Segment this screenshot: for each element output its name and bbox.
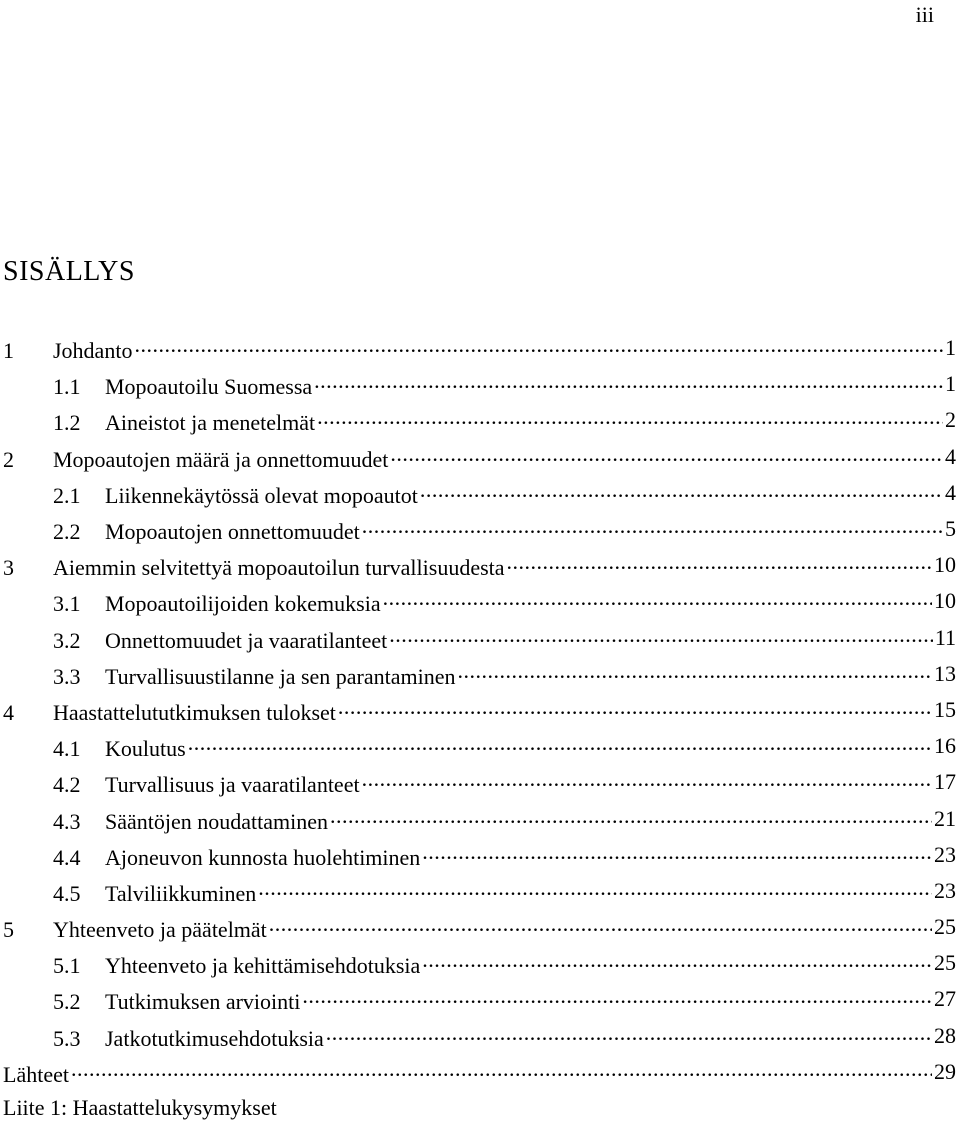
toc-entry-page: 5 xyxy=(945,516,956,542)
toc-entry-number: 2.1 xyxy=(53,482,81,508)
dot-leader xyxy=(420,477,943,503)
toc-entry-label xyxy=(3,332,945,364)
dot-leader xyxy=(362,766,932,792)
toc-entry-number: 3.3 xyxy=(53,663,81,689)
toc-entry-label xyxy=(3,875,934,907)
toc-entry-number: 4.4 xyxy=(53,844,81,870)
dot-leader xyxy=(458,658,932,684)
toc-entry-number: 4.3 xyxy=(53,808,81,834)
toc-entry-title: Aiemmin selvitettyä mopoautoilun turvallisuudesta xyxy=(53,555,505,581)
toc-entry-page: 16 xyxy=(934,733,956,759)
toc-entry-page: 25 xyxy=(934,950,956,976)
toc-entry-label xyxy=(3,947,934,979)
dot-leader xyxy=(314,368,943,394)
toc-entry[interactable] xyxy=(3,837,956,873)
toc-entry-number: 5 xyxy=(3,917,14,943)
toc-entry-label xyxy=(3,477,945,509)
toc-entry-title: Mopoautojen määrä ja onnettomuudet xyxy=(53,446,389,472)
dot-leader xyxy=(362,513,943,539)
toc-entry-number: 3.2 xyxy=(53,627,81,653)
toc-entry-label xyxy=(3,803,934,835)
toc-entry-number: 4.5 xyxy=(53,880,81,906)
dot-leader xyxy=(317,404,943,430)
toc-entry-page: 23 xyxy=(934,841,956,867)
dot-leader xyxy=(71,1056,932,1082)
toc-entry-number: 2.2 xyxy=(53,519,81,545)
toc-entry[interactable] xyxy=(3,945,956,981)
dot-leader xyxy=(258,875,932,901)
toc-entry[interactable] xyxy=(3,656,956,692)
toc-entry[interactable] xyxy=(3,1090,956,1126)
toc-entry-page: 1 xyxy=(945,371,956,397)
toc-entry[interactable] xyxy=(3,402,956,438)
dot-leader xyxy=(389,622,933,648)
toc-entry-title: Aineistot ja menetelmät xyxy=(105,410,316,436)
toc-entry[interactable] xyxy=(3,981,956,1017)
dot-leader xyxy=(338,694,932,720)
dot-leader xyxy=(330,803,932,829)
toc-entry-label xyxy=(3,585,934,617)
toc-entry-title: Mopoautoilijoiden kokemuksia xyxy=(105,591,381,617)
toc-entry-title: Mopoautoilu Suomessa xyxy=(105,374,313,400)
toc-entry[interactable] xyxy=(3,583,956,619)
toc-entry-page: 10 xyxy=(934,588,956,614)
dot-leader xyxy=(390,441,943,467)
toc-entry-label xyxy=(3,1095,956,1121)
dot-leader xyxy=(134,332,943,358)
toc-entry-number: 3 xyxy=(3,555,14,581)
dot-leader xyxy=(326,1020,932,1046)
toc-entry-title: Yhteenveto ja päätelmät xyxy=(53,917,267,943)
toc-entry-number: 5.2 xyxy=(53,989,81,1015)
toc-entry-title: Haastattelututkimuksen tulokset xyxy=(53,699,336,725)
toc-entry-label xyxy=(3,911,934,943)
toc-entry[interactable] xyxy=(3,366,956,402)
toc-entry-number: 4.1 xyxy=(53,736,81,762)
toc-entry-title: Liikennekäytössä olevat mopoautot xyxy=(105,482,418,508)
toc-entry-number: 1 xyxy=(3,338,14,364)
table-of-contents xyxy=(3,330,956,1126)
toc-entry[interactable] xyxy=(3,330,956,366)
toc-entry-title: Turvallisuus ja vaaratilanteet xyxy=(105,772,360,798)
toc-entry-title: Ajoneuvon kunnosta huolehtiminen xyxy=(105,844,421,870)
toc-entry-label xyxy=(3,658,934,690)
toc-entry[interactable] xyxy=(3,909,956,945)
toc-entry-page: 29 xyxy=(934,1058,956,1084)
toc-entry[interactable] xyxy=(3,873,956,909)
toc-entry-title: Talviliikkuminen xyxy=(105,880,257,906)
toc-entry-page: 27 xyxy=(934,986,956,1012)
toc-entry-number: 1.1 xyxy=(53,374,81,400)
toc-entry-title: Yhteenveto ja kehittämisehdotuksia xyxy=(105,953,421,979)
toc-entry[interactable] xyxy=(3,728,956,764)
toc-entry-page: 11 xyxy=(934,624,956,650)
toc-entry[interactable] xyxy=(3,800,956,836)
dot-leader xyxy=(188,730,932,756)
toc-entry-label xyxy=(3,513,945,545)
toc-entry-number: 3.1 xyxy=(53,591,81,617)
toc-entry-page: 2 xyxy=(945,407,956,433)
toc-entry-label xyxy=(3,1020,934,1052)
toc-entry-number: 2 xyxy=(3,446,14,472)
toc-entry-label xyxy=(3,404,945,436)
dot-leader xyxy=(507,549,932,575)
toc-entry-label xyxy=(3,694,934,726)
toc-entry[interactable] xyxy=(3,475,956,511)
toc-entry-title: Liite 1: Haastattelukysymykset xyxy=(3,1095,277,1121)
toc-entry-page: 17 xyxy=(934,769,956,795)
toc-entry-title: Turvallisuustilanne ja sen parantaminen xyxy=(105,663,456,689)
toc-entry-label xyxy=(3,368,945,400)
toc-entry-label xyxy=(3,730,934,762)
toc-entry[interactable] xyxy=(3,620,956,656)
dot-leader xyxy=(269,911,932,937)
toc-title: SISÄLLYS xyxy=(3,256,135,287)
toc-entry-page: 13 xyxy=(934,660,956,686)
toc-entry-label xyxy=(3,983,934,1015)
toc-entry-title: Koulutus xyxy=(105,736,186,762)
toc-entry-title: Mopoautojen onnettomuudet xyxy=(105,519,360,545)
toc-entry-label xyxy=(3,1056,934,1088)
toc-entry-title: Onnettomuudet ja vaaratilanteet xyxy=(105,627,388,653)
toc-entry-label xyxy=(3,622,935,654)
toc-entry[interactable] xyxy=(3,511,956,547)
toc-entry-number: 5.3 xyxy=(53,1025,81,1051)
toc-entry-title: Johdanto xyxy=(53,338,133,364)
toc-entry[interactable] xyxy=(3,1018,956,1054)
toc-entry-page: 1 xyxy=(945,335,956,361)
toc-entry-number: 1.2 xyxy=(53,410,81,436)
dot-leader xyxy=(302,983,932,1009)
toc-entry-number: 5.1 xyxy=(53,953,81,979)
toc-entry-label xyxy=(3,766,934,798)
toc-entry-page: 23 xyxy=(934,877,956,903)
toc-entry-label xyxy=(3,441,945,473)
toc-entry[interactable] xyxy=(3,692,956,728)
toc-entry-page: 10 xyxy=(934,552,956,578)
toc-entry-number: 4.2 xyxy=(53,772,81,798)
toc-entry-title: Jatkotutkimusehdotuksia xyxy=(105,1025,324,1051)
toc-entry-page: 4 xyxy=(945,443,956,469)
toc-entry-label xyxy=(3,839,934,871)
dot-leader xyxy=(422,839,932,865)
toc-entry-page: 28 xyxy=(934,1022,956,1048)
toc-entry-title: Lähteet xyxy=(3,1061,69,1087)
toc-entry-title: Tutkimuksen arviointi xyxy=(105,989,301,1015)
dot-leader xyxy=(383,585,932,611)
toc-entry-label xyxy=(3,549,934,581)
toc-entry-number: 4 xyxy=(3,699,14,725)
toc-entry-page: 4 xyxy=(945,479,956,505)
toc-entry-page: 15 xyxy=(934,696,956,722)
dot-leader xyxy=(422,947,932,973)
toc-entry[interactable] xyxy=(3,439,956,475)
toc-entry[interactable] xyxy=(3,1054,956,1090)
toc-entry-page: 25 xyxy=(934,914,956,940)
toc-entry-page: 21 xyxy=(934,805,956,831)
toc-entry[interactable] xyxy=(3,764,956,800)
toc-entry-title: Sääntöjen noudattaminen xyxy=(105,808,328,834)
page-number: iii xyxy=(915,2,934,27)
toc-entry[interactable] xyxy=(3,547,956,583)
